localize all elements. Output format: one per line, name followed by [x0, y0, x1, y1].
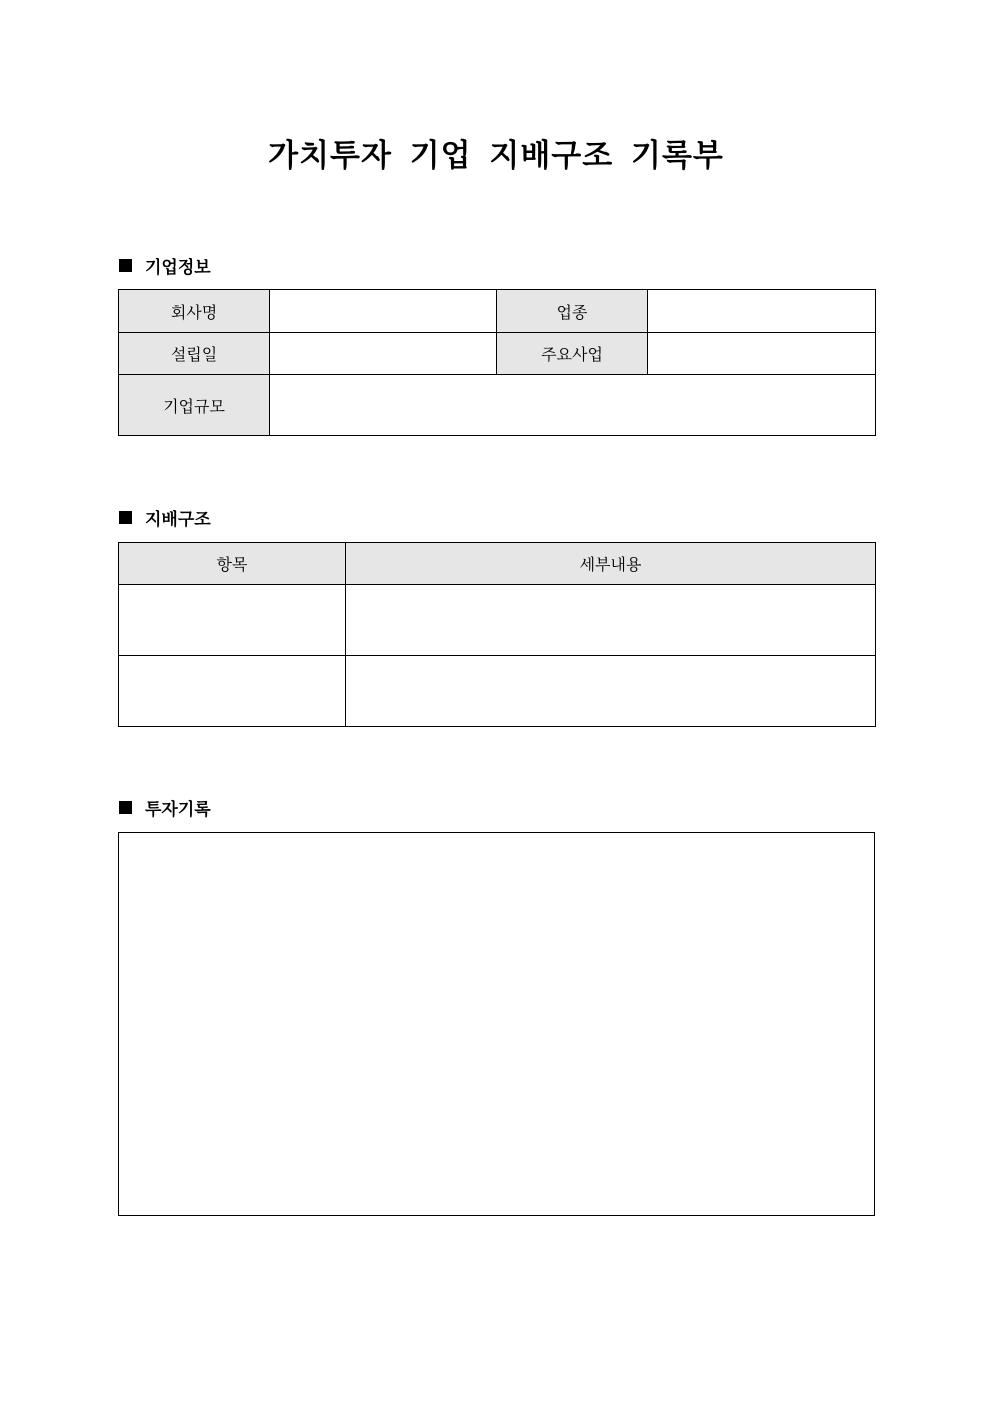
section-heading-label: 기업정보 — [145, 257, 211, 278]
main-business-label: 주요사업 — [497, 333, 648, 375]
column-header-item: 항목 — [119, 543, 346, 585]
investment-record-box[interactable] — [118, 832, 875, 1216]
table-row — [119, 333, 876, 375]
founded-field[interactable] — [270, 333, 497, 375]
table-header-row — [119, 543, 876, 585]
industry-label: 업종 — [497, 290, 648, 333]
square-bullet-icon — [119, 801, 132, 814]
column-header-detail: 세부내용 — [346, 543, 876, 585]
section-heading-company-info — [119, 253, 211, 277]
section-heading-investment-record — [119, 795, 211, 819]
company-size-label: 기업규모 — [119, 375, 270, 436]
industry-field[interactable] — [648, 290, 876, 333]
main-business-field[interactable] — [648, 333, 876, 375]
company-info-table — [118, 289, 876, 436]
table-row — [119, 656, 876, 727]
table-row — [119, 375, 876, 436]
section-heading-governance — [119, 505, 211, 529]
page-title: 가치투자 기업 지배구조 기록부 — [268, 138, 724, 174]
company-name-label: 회사명 — [119, 290, 270, 333]
governance-item-cell[interactable] — [119, 585, 346, 656]
founded-label: 설립일 — [119, 333, 270, 375]
governance-table — [118, 542, 876, 727]
table-row — [119, 290, 876, 333]
company-size-field[interactable] — [270, 375, 876, 436]
governance-detail-cell[interactable] — [346, 585, 876, 656]
square-bullet-icon — [119, 511, 132, 524]
company-name-field[interactable] — [270, 290, 497, 333]
square-bullet-icon — [119, 259, 132, 272]
section-heading-label: 지배구조 — [145, 509, 211, 530]
governance-detail-cell[interactable] — [346, 656, 876, 727]
section-heading-label: 투자기록 — [145, 799, 211, 820]
governance-item-cell[interactable] — [119, 656, 346, 727]
table-row — [119, 585, 876, 656]
